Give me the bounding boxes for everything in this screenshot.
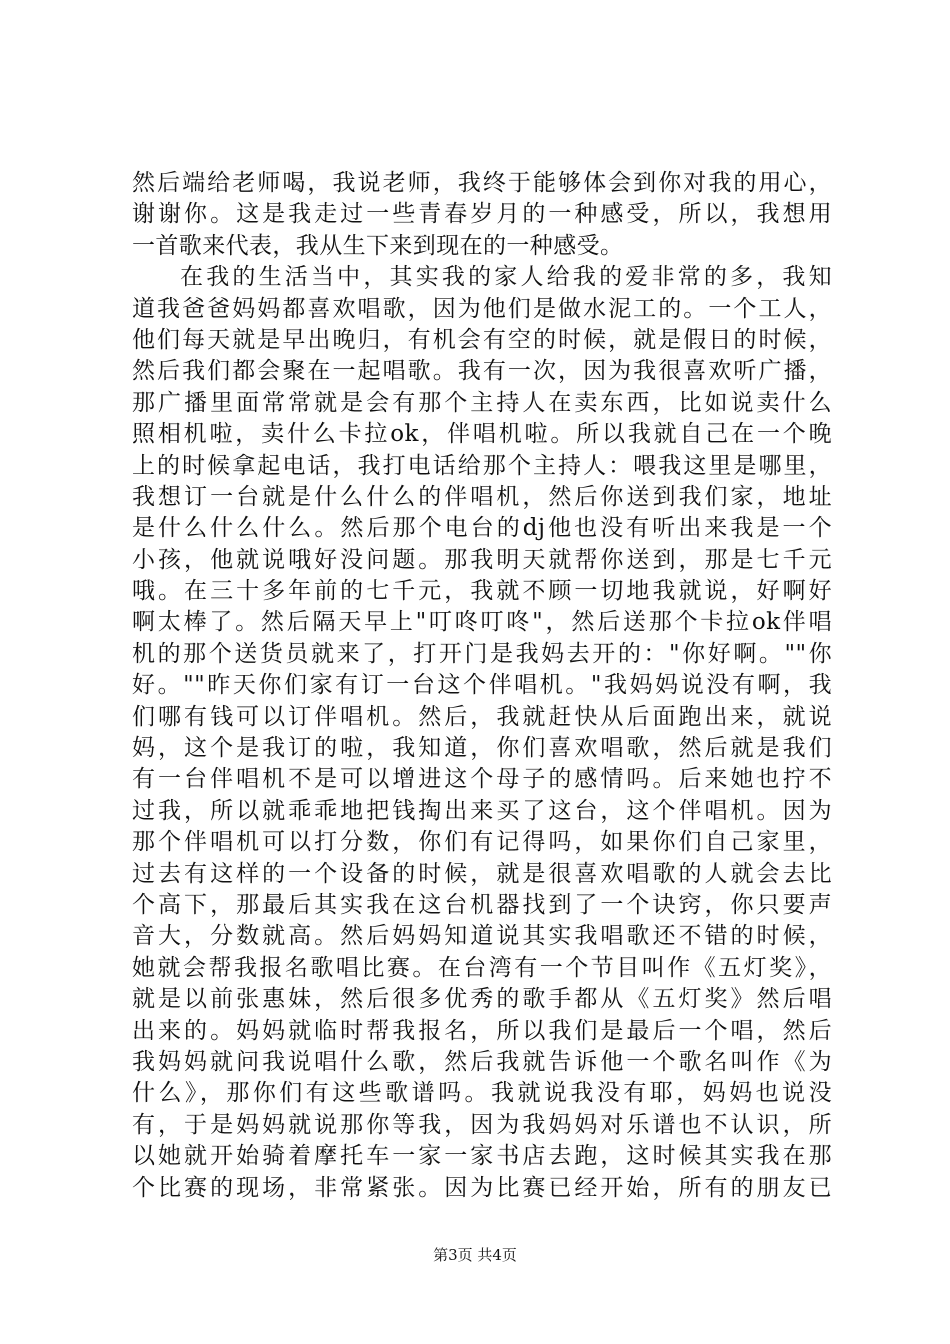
- text-line: 然后端给老师喝，我说老师，我终于能够体会到你对我的用心，: [132, 170, 832, 196]
- text-line: 过我，所以就乖乖地把钱掏出来买了这台，这个伴唱机。因为: [132, 797, 832, 824]
- text-line: 谢谢你。这是我走过一些青春岁月的一种感受，所以，我想用: [132, 201, 832, 228]
- text-line: 音大，分数就高。然后妈妈知道说其实我唱歌还不错的时候，: [132, 923, 832, 950]
- text-line: 照相机啦，卖什么卡拉ok，伴唱机啦。所以我就自己在一个晚: [132, 421, 832, 448]
- text-line: 有一台伴唱机不是可以增进这个母子的感情吗。后来她也拧不: [132, 766, 832, 793]
- text-line: 出来的。妈妈就临时帮我报名，所以我们是最后一个唱，然后: [132, 1017, 832, 1044]
- text-line: 我想订一台就是什么什么的伴唱机，然后你送到我们家，地址: [132, 483, 832, 510]
- text-line: 然后我们都会聚在一起唱歌。我有一次，因为我很喜欢听广播，: [132, 358, 832, 385]
- text-line: 我妈妈就问我说唱什么歌，然后我就告诉他一个歌名叫作《为: [132, 1048, 832, 1075]
- text-line: 哦。在三十多年前的七千元，我就不顾一切地我就说，好啊好: [132, 578, 832, 605]
- text-line: 他们每天就是早出晚归，有机会有空的时候，就是假日的时候，: [132, 326, 832, 353]
- text-line: 道我爸爸妈妈都喜欢唱歌，因为他们是做水泥工的。一个工人，: [132, 295, 832, 322]
- page-number-label: 第3页 共4页: [433, 1246, 517, 1264]
- text-line: 过去有这样的一个设备的时候，就是很喜欢唱歌的人就会去比: [132, 860, 832, 887]
- text-line: 一首歌来代表，我从生下来到现在的一种感受。: [132, 232, 624, 259]
- text-line: 什么》，那你们有这些歌谱吗。我就说我没有耶，妈妈也说没: [132, 1080, 832, 1107]
- text-line: 就是以前张惠妹，然后很多优秀的歌手都从《五灯奖》然后唱: [132, 986, 832, 1013]
- text-line: 有，于是妈妈就说那你等我，因为我妈妈对乐谱也不认识，所: [132, 1111, 832, 1138]
- text-line: 好。""昨天你们家有订一台这个伴唱机。"我妈妈说没有啊，我: [132, 672, 832, 699]
- text-line: 以她就开始骑着摩托车一家一家书店去跑，这时候其实我在那: [132, 1143, 832, 1170]
- page-footer: [0, 1244, 950, 1265]
- text-line: 啊太棒了。然后隔天早上"叮咚叮咚"，然后送那个卡拉ok伴唱: [132, 609, 832, 636]
- document-body: [132, 168, 832, 1204]
- text-line: 个高下，那最后其实我在这台机器找到了一个诀窍，你只要声: [132, 891, 832, 918]
- text-line: 上的时候拿起电话，我打电话给那个主持人：喂我这里是哪里，: [132, 452, 832, 479]
- text-line: 在我的生活当中，其实我的家人给我的爱非常的多，我知: [180, 264, 832, 291]
- text-line: 个比赛的现场，非常紧张。因为比赛已经开始，所有的朋友已: [132, 1174, 832, 1201]
- text-line: 那个伴唱机可以打分数，你们有记得吗，如果你们自己家里，: [132, 829, 832, 856]
- text-line: 们哪有钱可以订伴唱机。然后，我就赶快从后面跑出来，就说: [132, 703, 832, 730]
- text-line: 她就会帮我报名歌唱比赛。在台湾有一个节目叫作《五灯奖》，: [132, 954, 832, 981]
- text-line: 妈，这个是我订的啦，我知道，你们喜欢唱歌，然后就是我们: [132, 735, 832, 762]
- text-line: 是什么什么什么。然后那个电台的dj他也没有听出来我是一个: [132, 515, 832, 542]
- text-line: 那广播里面常常就是会有那个主持人在卖东西，比如说卖什么: [132, 389, 832, 416]
- text-line: 机的那个送货员就来了，打开门是我妈去开的："你好啊。""你: [132, 640, 832, 667]
- text-line: 小孩，他就说哦好没问题。那我明天就帮你送到，那是七千元: [132, 546, 832, 573]
